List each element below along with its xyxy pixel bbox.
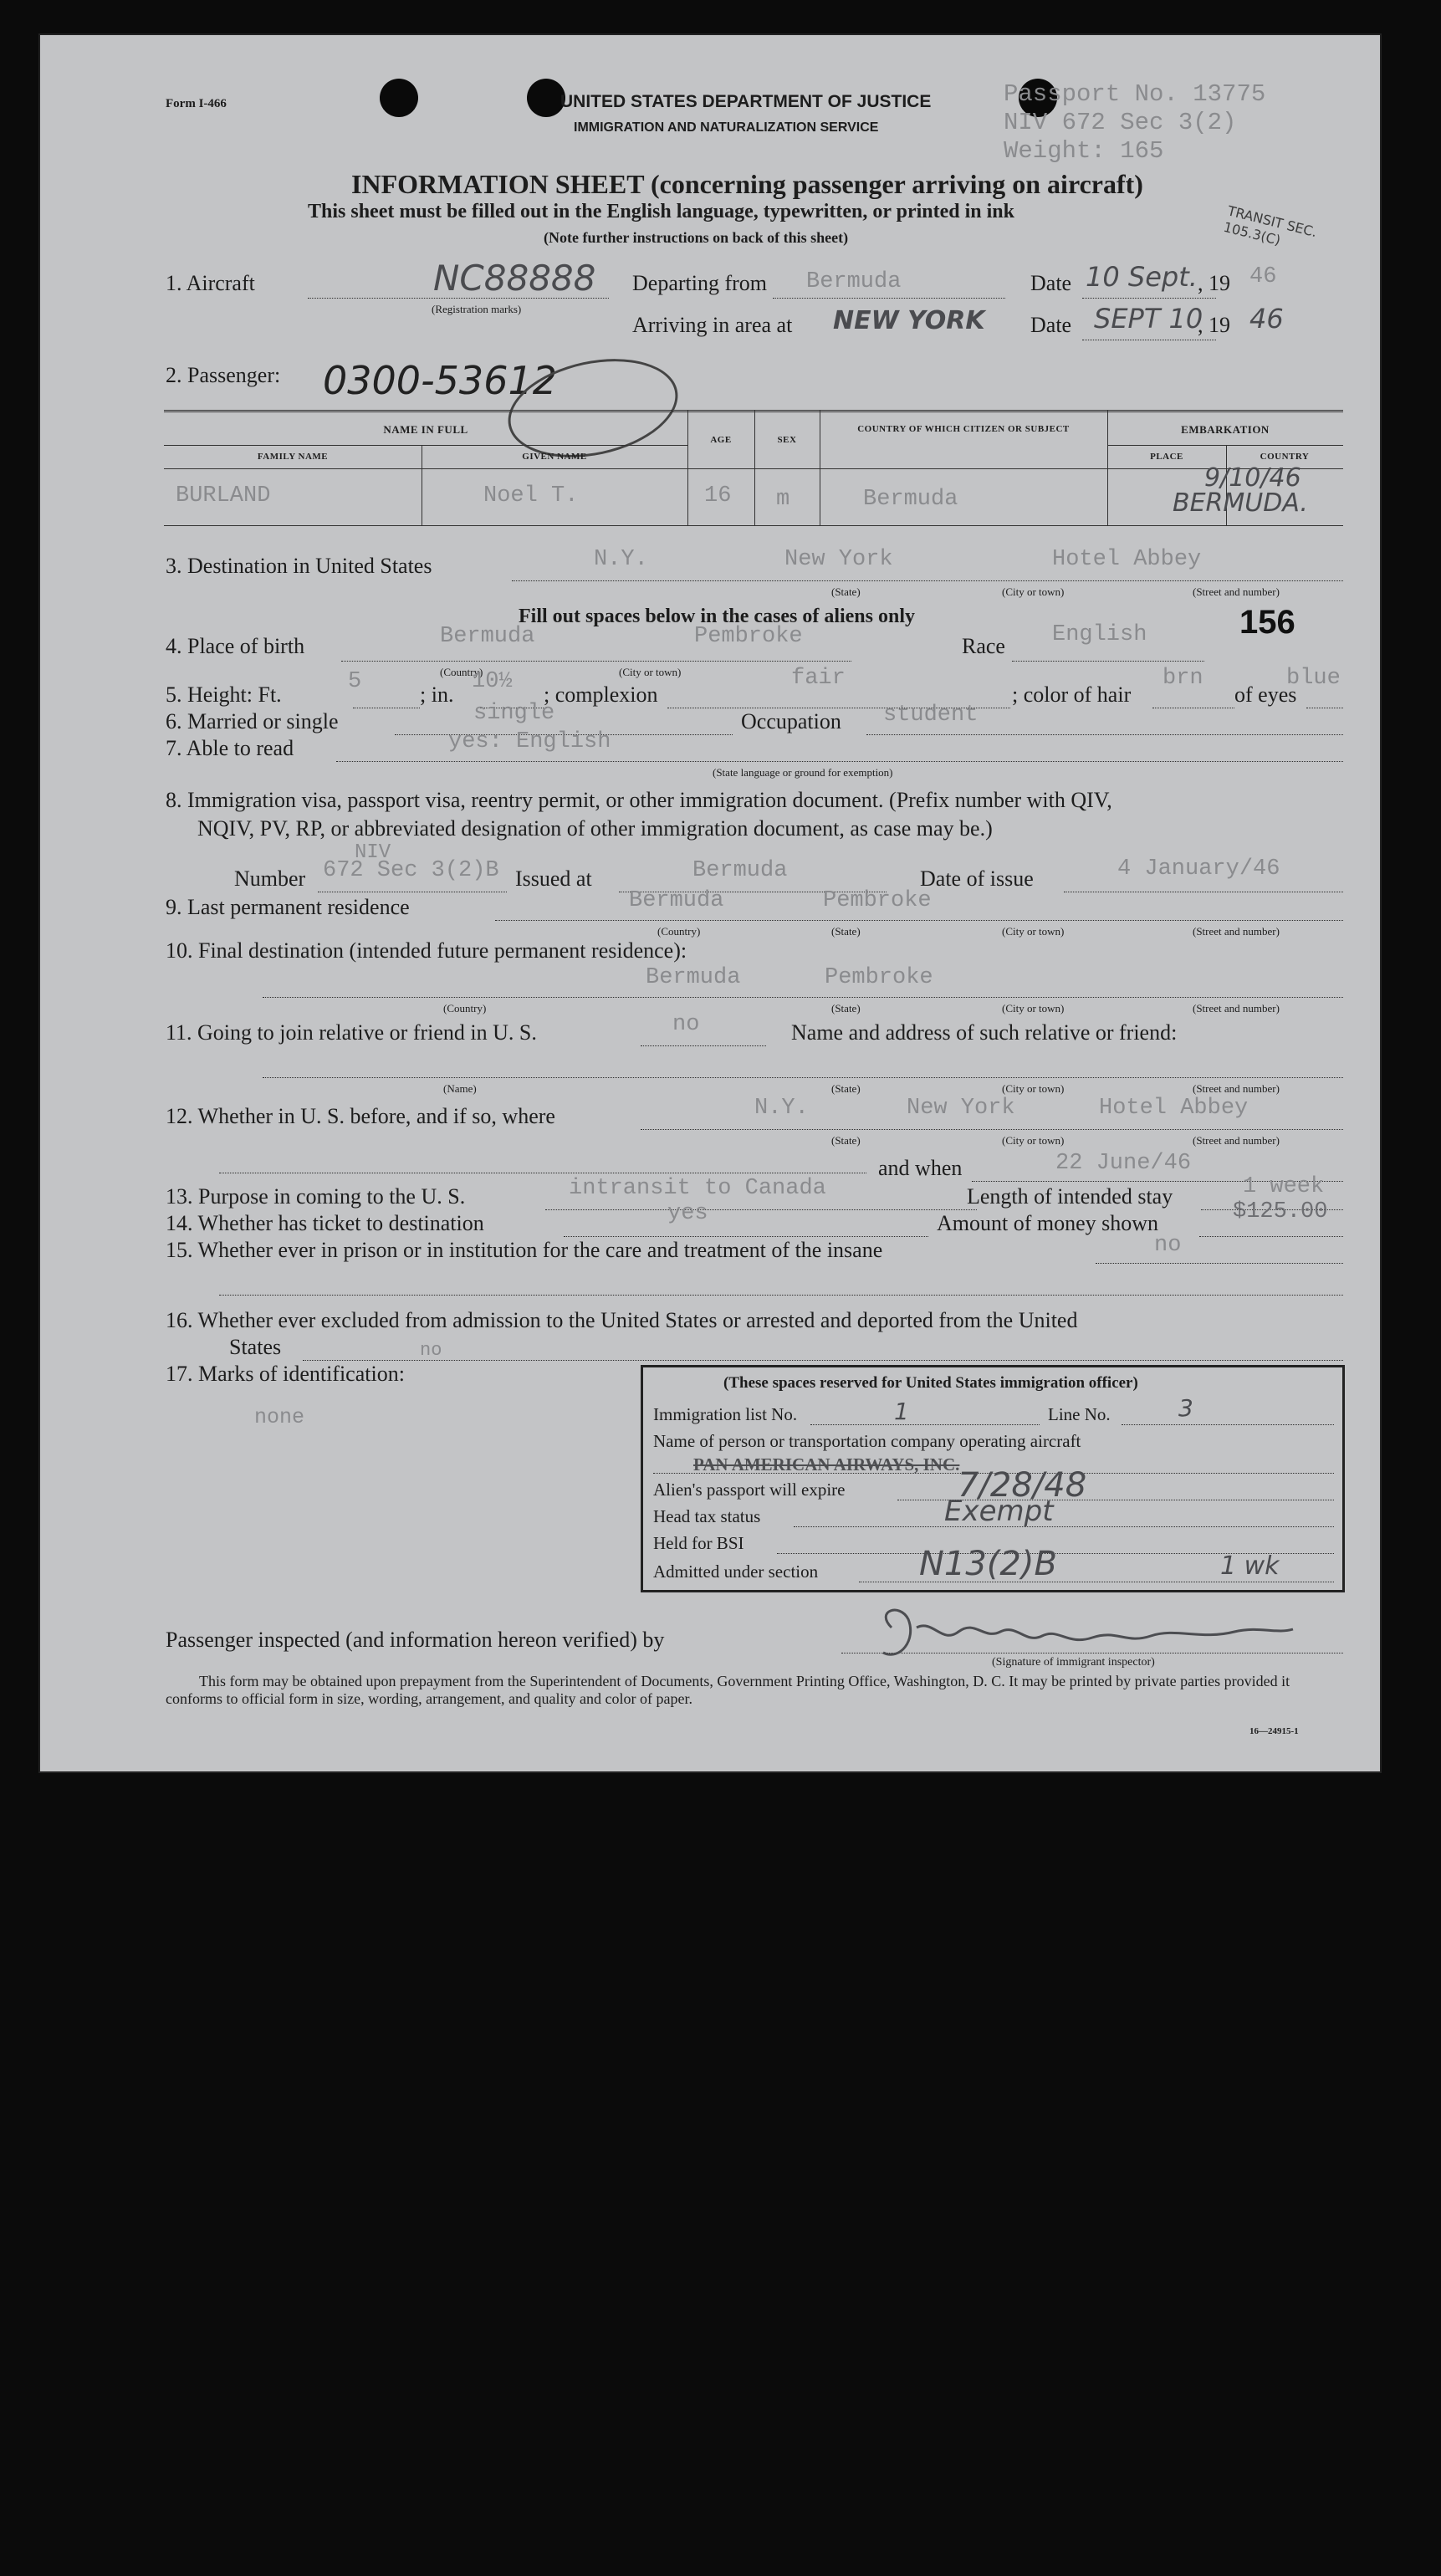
occupation-line — [866, 734, 1343, 735]
purpose-line — [545, 1209, 977, 1210]
birth-line — [341, 661, 851, 662]
departure-date-line — [1082, 298, 1216, 299]
joining-value[interactable]: no — [672, 1012, 700, 1037]
departure-date-value[interactable]: 10 Sept. — [1086, 261, 1198, 293]
race-line — [1012, 661, 1204, 662]
purpose-value[interactable]: intransit to Canada — [569, 1176, 826, 1201]
arriving-date-label: Date — [1030, 313, 1072, 337]
read-line — [336, 761, 1343, 762]
stay-label: Length of intended stay — [967, 1184, 1173, 1209]
caption-state: (State) — [831, 585, 861, 598]
issued-at-label: Issued at — [515, 866, 592, 891]
previous-street[interactable]: Hotel Abbey — [1099, 1096, 1249, 1121]
read-value[interactable]: yes: English — [448, 729, 611, 754]
final-destination-line — [263, 997, 1343, 998]
eyes-value[interactable]: blue — [1286, 666, 1341, 691]
footer-text: This form may be obtained upon prepayment from the Superintendent of Documents, Government Printing Office, Washington, D. C. It may be printed by private parties provided it conforms to official form in size, wording, arrangement, and quality and color of paper. — [166, 1673, 1290, 1707]
operator-value[interactable]: PAN AMERICAN AIRWAYS, INC. — [693, 1454, 960, 1475]
destination-line — [512, 580, 1343, 581]
date-of-issue-label: Date of issue — [920, 866, 1034, 891]
destination-label: 3. Destination in United States — [166, 554, 432, 578]
prison-value[interactable]: no — [1154, 1233, 1182, 1258]
previous-visit-label: 12. Whether in U. S. before, and if so, where — [166, 1104, 555, 1128]
purpose-label: 13. Purpose in coming to the U. S. — [166, 1184, 466, 1209]
transit-note: TRANSIT SEC. 105.3(C) — [1222, 202, 1319, 248]
table-col-divider — [754, 410, 755, 525]
arriving-value[interactable]: NEW YORK — [833, 306, 985, 335]
header-sex: SEX — [777, 435, 797, 445]
ticket-label: 14. Whether has ticket to destination — [166, 1211, 484, 1235]
date-of-issue-value[interactable]: 4 January/46 — [1117, 856, 1280, 882]
height-label: 5. Height: Ft. — [166, 682, 282, 707]
embark-country-value[interactable]: BERMUDA. — [1173, 488, 1308, 518]
line-no-line — [1122, 1424, 1334, 1425]
marks-value[interactable]: none — [254, 1405, 305, 1429]
passport-expire-label: Alien's passport will expire — [653, 1480, 846, 1500]
line-no-value[interactable]: 3 — [1178, 1394, 1193, 1422]
caption-city: (City or town) — [1002, 1082, 1065, 1095]
punch-hole — [380, 79, 418, 117]
joining-line — [641, 1045, 766, 1046]
previous-city[interactable]: New York — [907, 1096, 1015, 1121]
header-emb-country: COUNTRY — [1260, 452, 1310, 462]
form-number: Form I-466 — [166, 97, 227, 110]
relative-line — [263, 1077, 1343, 1078]
caption-state: (State) — [831, 925, 861, 938]
officer-box — [641, 1365, 1345, 1592]
relative-name-label: Name and address of such relative or friend: — [791, 1020, 1178, 1045]
admitted-label: Admitted under section — [653, 1561, 819, 1582]
departure-year[interactable]: 46 — [1249, 264, 1277, 289]
final-destination-city[interactable]: Pembroke — [825, 965, 933, 990]
caption-state: (State) — [831, 1002, 861, 1015]
header-embarkation: EMBARKATION — [1181, 423, 1270, 436]
citizenship-value[interactable]: Bermuda — [863, 487, 958, 512]
ticket-line — [564, 1236, 928, 1237]
read-label: 7. Able to read — [166, 736, 294, 760]
family-name-value[interactable]: BURLAND — [176, 483, 271, 509]
height-ft[interactable]: 5 — [348, 669, 362, 694]
weight-stamp: Weight: 165 — [1004, 137, 1164, 165]
excluded-label-1: 16. Whether ever excluded from admission to the United States or arrested and deported from the United — [166, 1308, 1078, 1332]
hair-label: ; color of hair — [1012, 682, 1132, 707]
header-name-in-full: NAME IN FULL — [383, 423, 468, 436]
visa-number[interactable]: 672 Sec 3(2)B — [323, 858, 499, 883]
excluded-line — [303, 1360, 1343, 1361]
read-caption: (State language or ground for exemption) — [713, 766, 893, 779]
signature-caption: (Signature of immigrant inspector) — [992, 1656, 1155, 1669]
inspection-label: Passenger inspected (and information hereon verified) by — [166, 1628, 665, 1652]
passport-stamp: Passport No. 13775 — [1004, 80, 1266, 108]
departure-year-prefix: , 19 — [1198, 271, 1230, 295]
header-citizenship: COUNTRY OF WHICH CITIZEN OR SUBJECT — [857, 424, 1070, 434]
registration-caption: (Registration marks) — [432, 303, 522, 315]
head-tax-line — [794, 1526, 1334, 1527]
birth-country[interactable]: Bermuda — [440, 624, 535, 649]
operator-label: Name of person or transportation company operating aircraft — [653, 1431, 1081, 1451]
caption-state: (State) — [831, 1082, 861, 1095]
table-top-line — [164, 410, 1343, 412]
list-no-value[interactable]: 1 — [894, 1398, 909, 1425]
married-label: 6. Married or single — [166, 709, 339, 733]
complexion-label: ; complexion — [544, 682, 658, 707]
marks-label: 17. Marks of identification: — [166, 1362, 405, 1386]
prison-extra-line — [219, 1295, 1343, 1296]
departure-date-label: Date — [1030, 271, 1072, 295]
held-bsi-label: Held for BSI — [653, 1533, 744, 1553]
aircraft-registration[interactable]: NC88888 — [433, 258, 596, 299]
caption-city: (City or town) — [619, 666, 682, 678]
excluded-value[interactable]: no — [420, 1340, 442, 1361]
caption-city: (City or town) — [1002, 1002, 1065, 1015]
visa-prefix[interactable]: NIV — [355, 841, 391, 864]
previous-visit-line — [641, 1129, 1343, 1130]
married-value[interactable]: single — [473, 701, 555, 726]
caption-street: (Street and number) — [1193, 585, 1280, 598]
visa-instruction-2: NQIV, PV, RP, or abbreviated designation of other immigration document, as case may be.) — [197, 816, 993, 841]
header-given-name: GIVEN NAME — [522, 452, 587, 462]
table-col-divider — [687, 410, 688, 525]
caption-state: (State) — [831, 1134, 861, 1147]
stay-value[interactable]: 1 week — [1243, 1174, 1325, 1199]
table-bottom-line — [164, 525, 1343, 526]
visa-stamp: NIV 672 Sec 3(2) — [1004, 109, 1237, 136]
destination-city[interactable]: New York — [784, 547, 893, 572]
caption-city: (City or town) — [1002, 925, 1065, 938]
embark-place-value[interactable]: 9/10/46 — [1204, 463, 1301, 493]
passenger-table — [164, 410, 1343, 527]
caption-city: (City or town) — [1002, 585, 1065, 598]
caption-street: (Street and number) — [1193, 1002, 1280, 1015]
table-sub-line — [164, 445, 687, 446]
destination-state[interactable]: N.Y. — [594, 547, 648, 572]
head-tax-value[interactable]: Exempt — [944, 1495, 1054, 1528]
line-no-label: Line No. — [1048, 1404, 1111, 1424]
table-header-bottom — [164, 468, 1343, 469]
table-sub-line — [1107, 445, 1343, 446]
final-destination-label: 10. Final destination (intended future permanent residence): — [166, 938, 687, 963]
passenger-number[interactable]: 0300-53612 — [323, 358, 557, 403]
passenger-label: 2. Passenger: — [166, 363, 281, 387]
excluded-label-2: States — [229, 1335, 282, 1359]
visa-instruction-1: 8. Immigration visa, passport visa, reentry permit, or other immigration document. (Prefix number with QIV, — [166, 788, 1112, 812]
when-value[interactable]: 22 June/46 — [1055, 1151, 1192, 1176]
race-label: Race — [962, 634, 1005, 658]
given-name-value[interactable]: Noel T. — [483, 483, 579, 509]
list-no-label: Immigration list No. — [653, 1404, 798, 1424]
last-residence-country[interactable]: Bermuda — [629, 888, 724, 913]
form-sheet — [38, 33, 1382, 1773]
height-inches[interactable]: 10½ — [472, 669, 513, 694]
complexion-value[interactable]: fair — [791, 666, 846, 691]
money-label: Amount of money shown — [937, 1211, 1159, 1235]
ticket-value[interactable]: yes — [667, 1201, 708, 1226]
hair-value[interactable]: brn — [1163, 666, 1203, 691]
departing-line — [773, 298, 1005, 299]
header-age: AGE — [710, 435, 732, 445]
form-subtitle: This sheet must be filled out in the English language, typewritten, or printed in ink — [308, 201, 1014, 222]
when-label: and when — [878, 1156, 963, 1180]
form-title: INFORMATION SHEET (concerning passenger arriving on aircraft) — [351, 169, 1143, 199]
arriving-year-prefix: , 19 — [1198, 313, 1230, 337]
form-note: (Note further instructions on back of this sheet) — [544, 229, 849, 246]
final-destination-country[interactable]: Bermuda — [646, 965, 741, 990]
visa-number-label: Number — [234, 866, 306, 891]
occupation-value[interactable]: student — [883, 703, 979, 728]
caption-street: (Street and number) — [1193, 1082, 1280, 1095]
aliens-note: Fill out spaces below in the cases of aliens only — [519, 606, 916, 627]
aircraft-label: 1. Aircraft — [166, 271, 255, 295]
departing-label: Departing from — [632, 271, 768, 295]
sex-value[interactable]: m — [776, 487, 790, 512]
last-residence-label: 9. Last permanent residence — [166, 895, 410, 919]
destination-street[interactable]: Hotel Abbey — [1052, 547, 1202, 572]
department-name: UNITED STATES DEPARTMENT OF JUSTICE — [560, 92, 932, 111]
inches-label: ; in. — [420, 682, 454, 707]
arriving-date-value[interactable]: SEPT 10 — [1094, 303, 1203, 335]
previous-state[interactable]: N.Y. — [754, 1096, 809, 1121]
race-value[interactable]: English — [1052, 622, 1147, 647]
birth-city[interactable]: Pembroke — [694, 624, 803, 649]
last-residence-city[interactable]: Pembroke — [823, 888, 932, 913]
caption-country: (Country) — [657, 925, 701, 938]
header-place: PLACE — [1150, 452, 1183, 462]
last-residence-line — [495, 920, 1343, 921]
eyes-label: of eyes — [1234, 682, 1297, 707]
footer-code: 16—24915-1 — [1249, 1726, 1299, 1736]
money-line — [1199, 1236, 1343, 1237]
caption-name: (Name) — [443, 1082, 477, 1095]
officer-box-title: (These spaces reserved for United States immigration officer) — [723, 1374, 1138, 1392]
header-family-name: FAMILY NAME — [257, 452, 329, 462]
list-number-stamp: 156 — [1239, 604, 1295, 641]
departing-value[interactable]: Bermuda — [806, 269, 902, 294]
money-value[interactable]: $125.00 — [1233, 1199, 1328, 1224]
list-no-line — [810, 1424, 1040, 1425]
birth-label: 4. Place of birth — [166, 634, 305, 658]
caption-street: (Street and number) — [1193, 1134, 1280, 1147]
admitted-value[interactable]: N13(2)B — [919, 1545, 1057, 1583]
caption-country: (Country) — [440, 666, 483, 678]
arriving-year[interactable]: 46 — [1249, 303, 1284, 335]
caption-street: (Street and number) — [1193, 925, 1280, 938]
admitted-extra[interactable]: 1 wk — [1220, 1551, 1280, 1581]
age-value[interactable]: 16 — [704, 483, 732, 509]
passport-expire-value[interactable]: 7/28/48 — [958, 1466, 1087, 1505]
service-name: IMMIGRATION AND NATURALIZATION SERVICE — [574, 120, 879, 135]
issued-at-value[interactable]: Bermuda — [692, 858, 788, 883]
arriving-label: Arriving in area at — [632, 313, 793, 337]
caption-country: (Country) — [443, 1002, 487, 1015]
caption-city: (City or town) — [1002, 1134, 1065, 1147]
prison-label: 15. Whether ever in prison or in institution for the care and treatment of the insane — [166, 1238, 883, 1262]
joining-label: 11. Going to join relative or friend in U. S. — [166, 1020, 537, 1045]
prison-line — [1096, 1263, 1343, 1264]
occupation-label: Occupation — [741, 709, 841, 733]
head-tax-label: Head tax status — [653, 1506, 761, 1526]
